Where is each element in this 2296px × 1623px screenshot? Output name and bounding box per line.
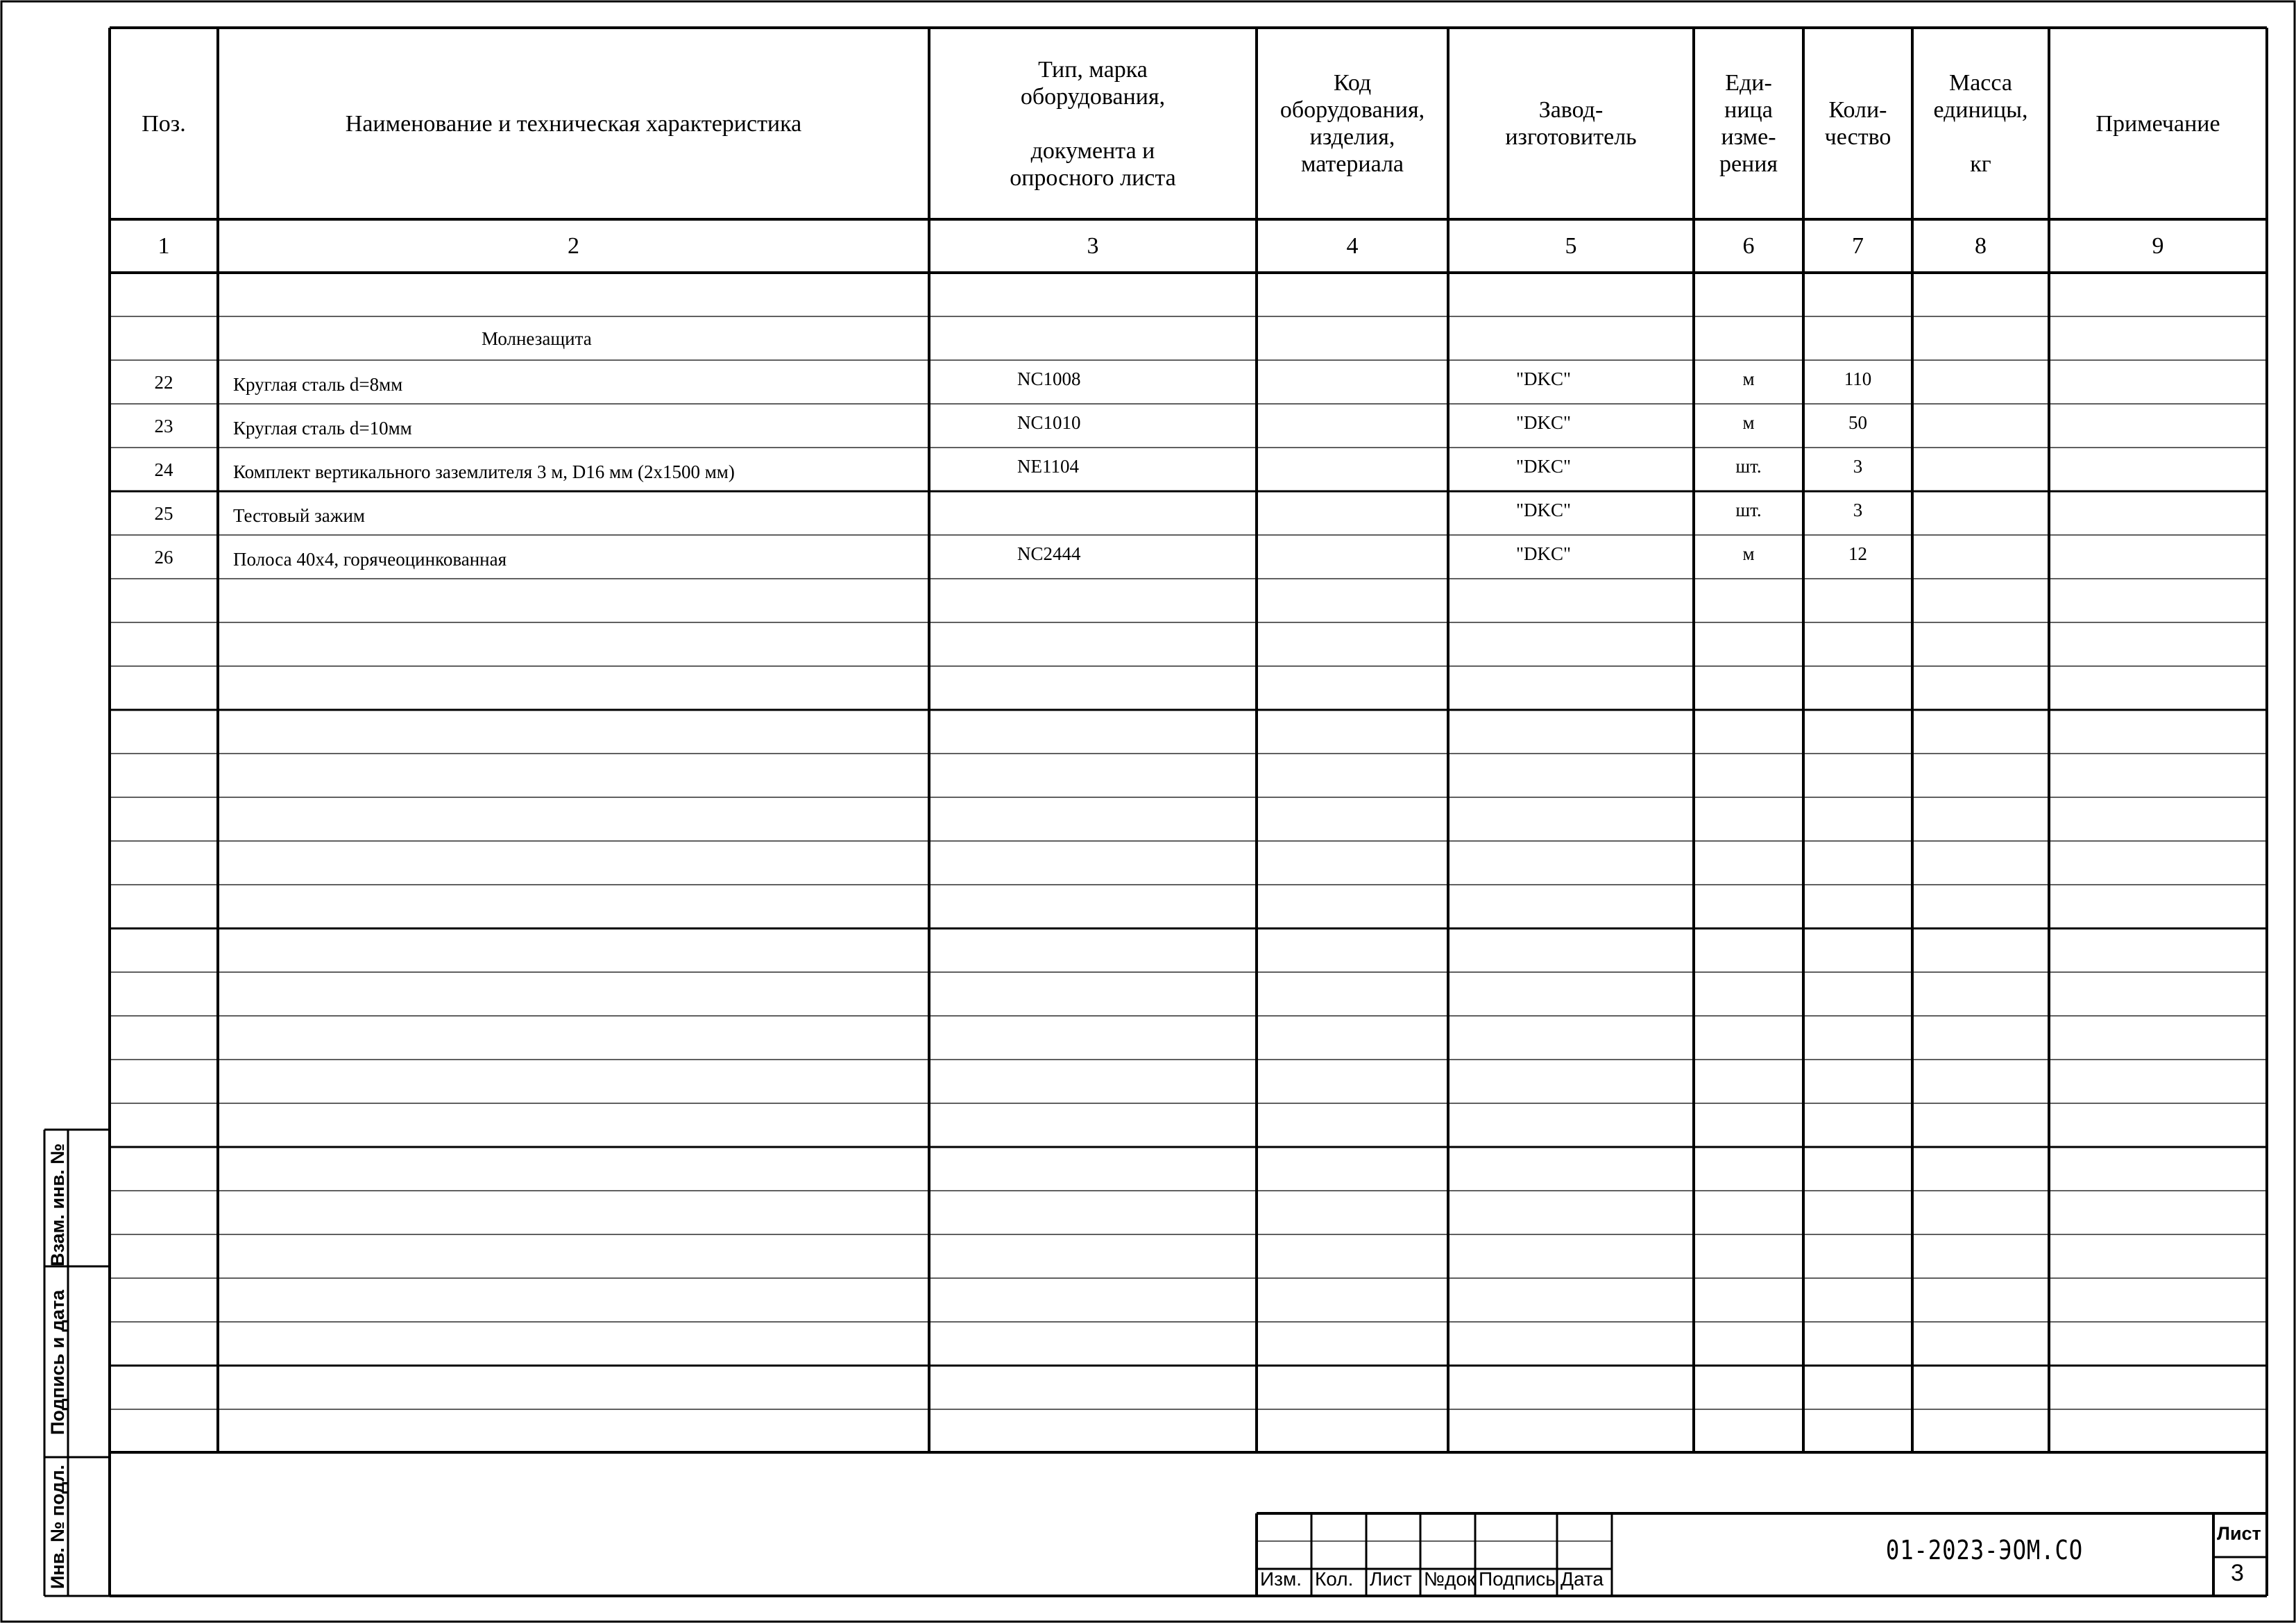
- cell-maker: "DKC": [1516, 368, 1572, 389]
- header-cell-3: [929, 45, 1257, 202]
- cell-maker: "DKC": [1516, 500, 1572, 520]
- title-block-label-2: Кол.: [1315, 1568, 1354, 1590]
- header-line: кг: [1970, 151, 1991, 177]
- cell-maker: "DKC": [1516, 412, 1572, 433]
- header-line: [1933, 124, 2027, 151]
- header-line: [1010, 110, 1176, 137]
- cell-qty: 3: [1853, 500, 1863, 520]
- header-line: изделия,: [1309, 124, 1395, 150]
- cell-maker: "DKC": [1516, 456, 1572, 477]
- cell-qty: 110: [1844, 368, 1872, 389]
- document-id: 01-2023-ЭОМ.СО: [1885, 1535, 2084, 1565]
- column-number-4: 4: [1346, 232, 1359, 259]
- column-number-6: 6: [1742, 232, 1755, 259]
- cell-unit: м: [1742, 412, 1755, 433]
- column-number-2: 2: [568, 232, 579, 259]
- cell-unit: м: [1742, 368, 1755, 389]
- column-number-3: 3: [1087, 232, 1099, 259]
- header-cell-4: [1257, 45, 1448, 202]
- column-number-8: 8: [1975, 232, 1987, 259]
- title-block-label-4: №док: [1424, 1568, 1476, 1590]
- header-line: единицы,: [1933, 97, 2028, 123]
- cell-name: Круглая сталь d=10мм: [233, 418, 412, 439]
- cell-type: NE1104: [1017, 456, 1079, 477]
- header-line: оборудования,: [1279, 97, 1425, 123]
- header-line: оборудования,: [1020, 83, 1166, 110]
- header-line: чество: [1824, 124, 1891, 150]
- cell-name: Комплект вертикального заземлителя 3 м, D16 мм (2х1500 мм): [233, 461, 735, 482]
- column-number-5: 5: [1565, 232, 1577, 259]
- header-line: Тип, марка: [1038, 56, 1148, 83]
- header-cell-8: [1912, 45, 2049, 202]
- cell-name: Полоса 40х4, горячеоцинкованная: [233, 549, 507, 570]
- cell-unit: шт.: [1735, 500, 1762, 520]
- cell-name: Тестовый зажим: [233, 505, 365, 526]
- header-cell-7: [1803, 45, 1912, 202]
- cell-unit: м: [1742, 543, 1755, 564]
- header-line: Завод-: [1538, 97, 1604, 123]
- header-line: Примечание: [2095, 110, 2220, 137]
- header-line: Код: [1333, 70, 1372, 96]
- header-line: рения: [1719, 151, 1778, 177]
- cell-name: Круглая сталь d=8мм: [233, 374, 403, 395]
- header-line: Наименование и техническая характеристика: [345, 110, 802, 137]
- section-title: Молнезащита: [482, 328, 592, 349]
- cell-pos: 23: [154, 416, 173, 436]
- header-line: Еди-: [1725, 70, 1772, 96]
- column-number-9: 9: [2152, 232, 2164, 259]
- cell-type: NC2444: [1017, 543, 1081, 564]
- header-line: ница: [1724, 97, 1773, 123]
- title-block-label-6: Дата: [1561, 1568, 1604, 1590]
- vzam-inv-label: Взам. инв. №: [47, 1143, 68, 1266]
- inv-podl-label: Инв. № подл.: [47, 1464, 68, 1589]
- header-cell-9: [2049, 45, 2267, 202]
- cell-type: NC1008: [1017, 368, 1081, 389]
- cell-pos: 26: [154, 547, 173, 568]
- cell-type: NC1010: [1017, 412, 1081, 433]
- cell-pos: 25: [154, 503, 173, 524]
- header-cell-1: [110, 45, 218, 202]
- header-line: Масса: [1948, 70, 2012, 96]
- podpis-data-label: Подпись и дата: [47, 1289, 68, 1435]
- title-block-label-3: Лист: [1370, 1568, 1412, 1590]
- header-line: Коли-: [1828, 97, 1887, 123]
- sheet-number: 3: [2231, 1560, 2244, 1586]
- header-line: документа и: [1030, 137, 1155, 164]
- cell-maker: "DKC": [1516, 543, 1572, 564]
- header-cell-6: [1694, 45, 1803, 202]
- header-cell-5: [1448, 45, 1694, 202]
- header-cell-2: [218, 45, 929, 202]
- header-line: изме-: [1721, 124, 1776, 150]
- header-line: опросного листа: [1010, 164, 1176, 191]
- cell-qty: 50: [1848, 412, 1867, 433]
- title-block-label-1: Изм.: [1260, 1568, 1302, 1590]
- header-line: материала: [1300, 151, 1404, 177]
- column-number-7: 7: [1852, 232, 1864, 259]
- title-block-label-5: Подпись: [1479, 1568, 1556, 1590]
- cell-qty: 12: [1848, 543, 1867, 564]
- cell-pos: 22: [154, 372, 173, 393]
- cell-pos: 24: [154, 459, 173, 480]
- column-number-1: 1: [158, 232, 170, 259]
- cell-unit: шт.: [1735, 456, 1762, 477]
- header-line: Поз.: [142, 110, 186, 137]
- header-line: изготовитель: [1505, 124, 1637, 150]
- cell-qty: 3: [1853, 456, 1863, 477]
- sheet-label: Лист: [2217, 1523, 2261, 1544]
